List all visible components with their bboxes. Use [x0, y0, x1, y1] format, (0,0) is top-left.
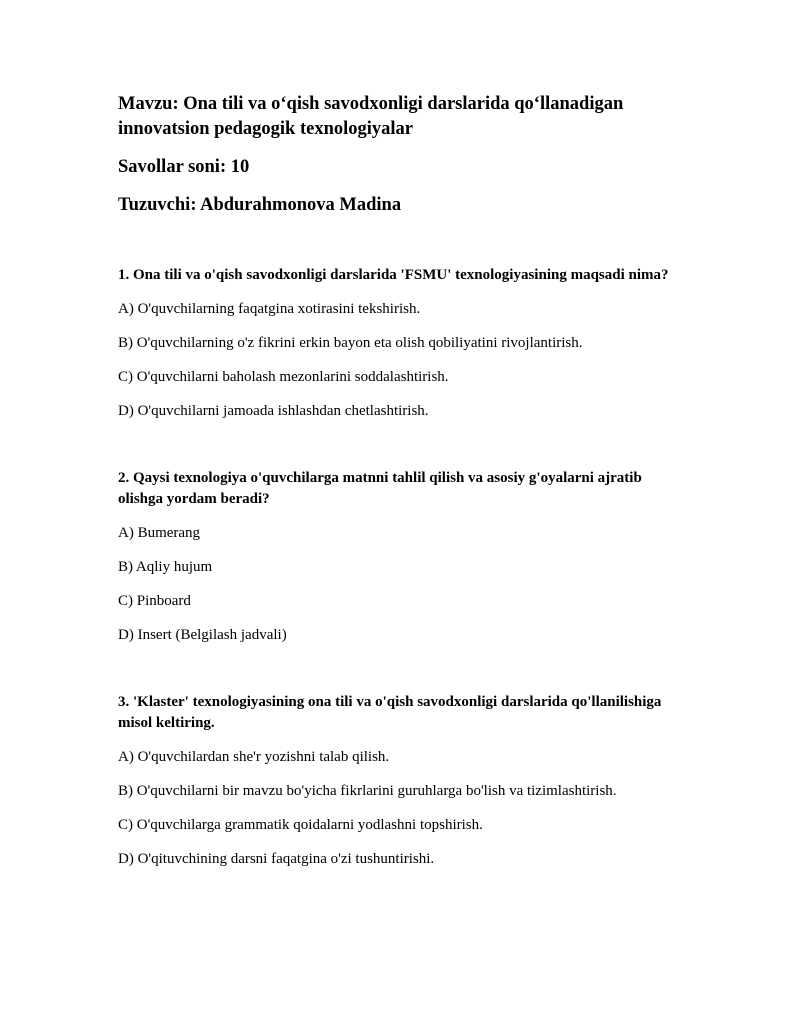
question-text: 3. 'Klaster' texnologiyasining ona tili va o'qish savodxonligi darslarida qo'llanilishiga misol keltiring. [118, 694, 662, 731]
question-count: Savollar soni: 10 [118, 157, 250, 177]
answer-option: D) O'quvchilarni jamoada ishlashdan chetlashtirish. [118, 403, 429, 419]
answer-option: B) O'quvchilarni bir mavzu bo'yicha fikrlarini guruhlarga bo'lish va tizimlashtirish. [118, 783, 617, 799]
answer-option: A) O'quvchilardan she'r yozishni talab qilish. [118, 749, 390, 765]
document-title: Mavzu: Ona tili va o‘qish savodxonligi darslarida qo‘llanadigan innovatsion pedagogik texnologiyalar [118, 94, 624, 139]
answer-option: D) Insert (Belgilash jadvali) [118, 627, 287, 643]
answer-option: A) Bumerang [118, 525, 201, 541]
answer-option: C) Pinboard [118, 593, 191, 609]
answer-option: A) O'quvchilarning faqatgina xotirasini tekshirish. [118, 301, 421, 317]
question-item [118, 468, 688, 646]
question-text: 1. Ona tili va o'qish savodxonligi darslarida 'FSMU' texnologiyasining maqsadi nima? [118, 267, 669, 283]
question-list [118, 265, 688, 870]
question-item [118, 265, 688, 422]
answer-option: B) O'quvchilarning o'z fikrini erkin bayon eta olish qobiliyatini rivojlantirish. [118, 335, 583, 351]
answer-option: D) O'qituvchining darsni faqatgina o'zi tushuntirishi. [118, 851, 435, 867]
document-author: Tuzuvchi: Abdurahmonova Madina [118, 195, 402, 215]
question-item [118, 692, 688, 870]
answer-option: C) O'quvchilarga grammatik qoidalarni yodlashni topshirish. [118, 817, 483, 833]
answer-option: C) O'quvchilarni baholash mezonlarini soddalashtirish. [118, 369, 449, 385]
document-page [118, 92, 688, 916]
answer-option: B) Aqliy hujum [118, 559, 213, 575]
question-text: 2. Qaysi texnologiya o'quvchilarga matnni tahlil qilish va asosiy g'oyalarni ajratib olishga yordam beradi? [118, 470, 642, 507]
